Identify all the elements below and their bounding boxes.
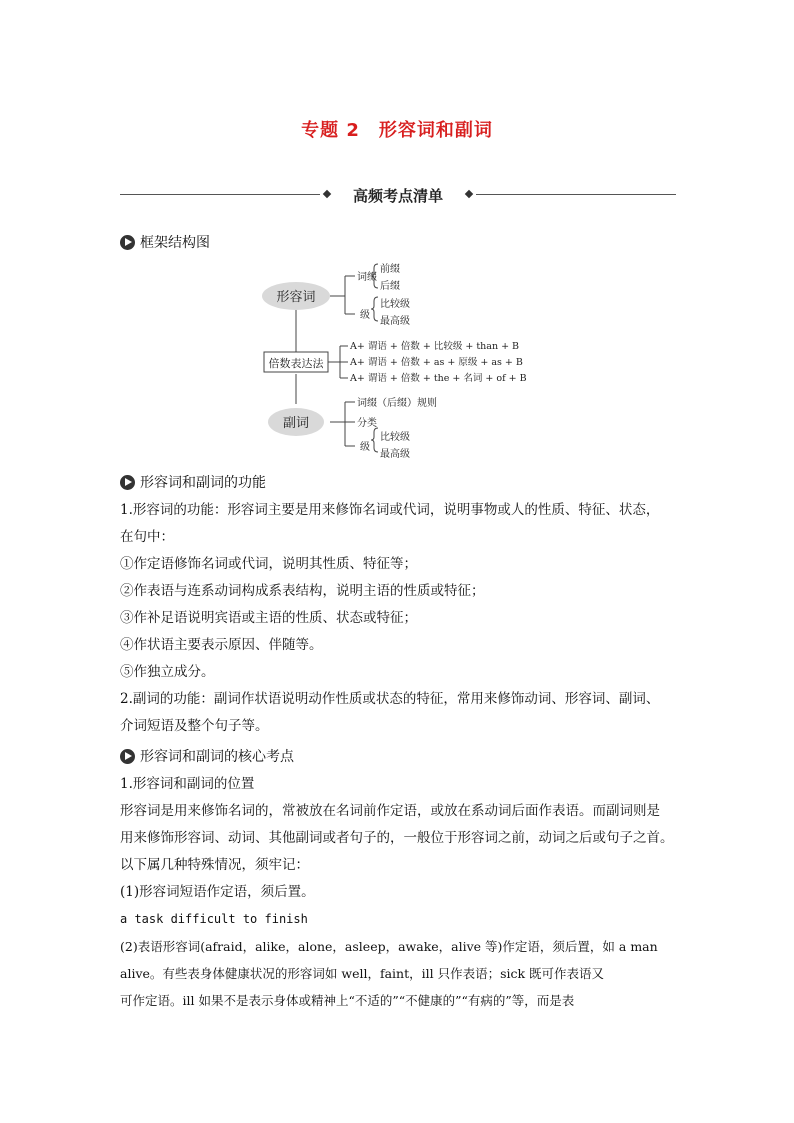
diagram-label: A+ 谓语 + 倍数 + the + 名词 + of + B bbox=[350, 373, 527, 384]
banner-title: 高频考点清单 bbox=[352, 187, 443, 205]
framework-diagram bbox=[260, 256, 550, 466]
diagram-label: A+ 谓语 + 倍数 + 比较级 + than + B bbox=[350, 341, 520, 352]
core-text: 1.形容词和副词的位置 形容词是用来修饰名词的，常被放在名词前作定语，或放在系动词后面作表语。而副词则是 用来修饰形容词、动词、其他副词或者句子的，一般位于形容词之前，动词之后或句子之首。 以下属几种特殊情况，须牢记： (1)形容词短语作定语，须后置。 a task difficult to finish (2)表语形容词(afraid，alike，alone，asleep，awake，alive 等)作定语，须后置，如 a man alive。有些表身体健康状况的形容词如 well，faint，ill 只作表语；sick 既可作表语又 可作定语。ill 如果不是表示身体或精神上“不适的”“不健康的”“有病的”等，而是表 bbox=[120, 771, 680, 1014]
section-heading-framework: 框架结构图 bbox=[120, 232, 210, 252]
diagram-node-times: 倍数表达法 bbox=[268, 357, 324, 370]
diagram-label: 级 bbox=[360, 442, 370, 453]
diagram-label: 分类 bbox=[357, 418, 377, 429]
diagram-label: 前缀 bbox=[380, 264, 400, 275]
section-heading-functions: 形容词和副词的功能 bbox=[120, 472, 266, 492]
diagram-label: A+ 谓语 + 倍数 + as + 原级 + as + B bbox=[350, 357, 523, 368]
diagram-label: 最高级 bbox=[380, 449, 410, 460]
diagram-label: 词缀 bbox=[357, 272, 377, 283]
diagram-label: 后缀 bbox=[380, 281, 400, 292]
diagram-label: 词缀（后缀）规则 bbox=[357, 398, 437, 409]
diagram-node-adj: 形容词 bbox=[276, 290, 316, 305]
functions-text: 1.形容词的功能：形容词主要是用来修饰名词或代词，说明事物或人的性质、特征、状态， 在句中： ①作定语修饰名词或代词，说明其性质、特征等； ②作表语与连系动词构成系表结构，说明主语的性质或特征； ③作补足语说明宾语或主语的性质、状态或特征； ④作状语主要表示原因、伴随等。 ⑤作独立成分。 2.副词的功能：副词作状语说明动作性质或状态的特征，常用来修饰动词、形容词、副词、 介词短语及整个句子等。 bbox=[120, 502, 660, 734]
diagram-label: 比较级 bbox=[380, 432, 410, 443]
diagram-label: 最高级 bbox=[380, 316, 410, 327]
play-circle-icon bbox=[120, 749, 135, 764]
section-banner bbox=[120, 184, 676, 206]
section-heading-core: 形容词和副词的核心考点 bbox=[120, 746, 294, 766]
play-circle-icon bbox=[120, 475, 135, 490]
example-phrase: a task difficult to finish bbox=[120, 912, 308, 926]
diagram-node-adv: 副词 bbox=[282, 416, 310, 431]
play-circle-icon bbox=[120, 235, 135, 250]
diagram-label: 级 bbox=[360, 310, 370, 321]
page-title: 专题 2 形容词和副词 bbox=[301, 120, 493, 141]
diagram-label: 比较级 bbox=[380, 299, 410, 310]
